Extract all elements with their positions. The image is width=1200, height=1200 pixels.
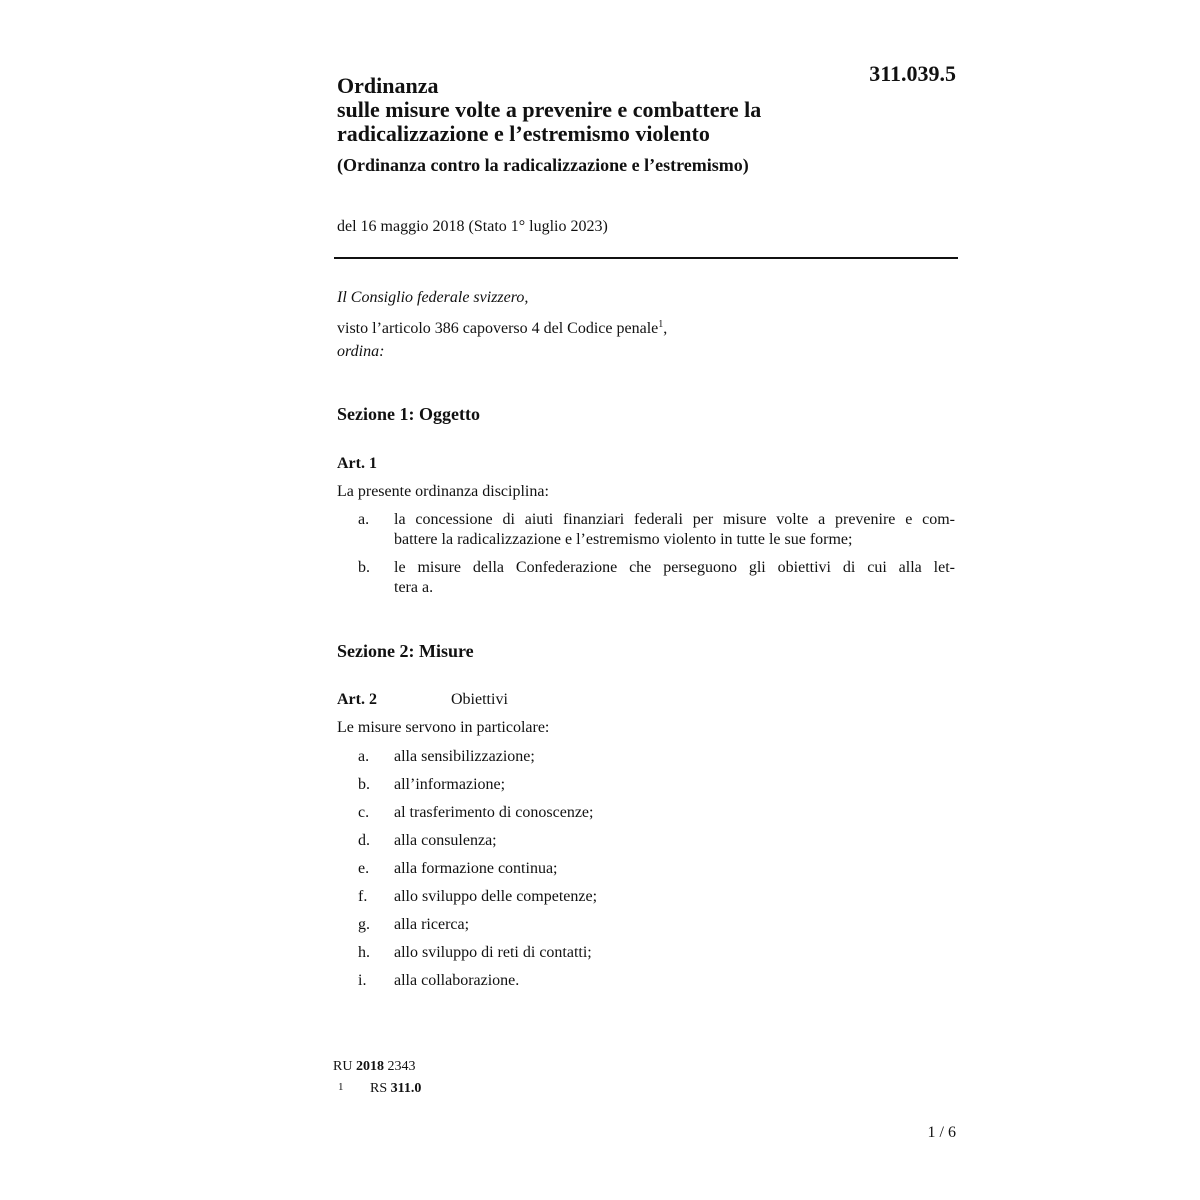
item-letter: c. — [358, 804, 370, 821]
title-line-3: radicalizzazione e l’estremismo violento — [337, 121, 710, 146]
footnote-ref[interactable]: 1 — [658, 319, 664, 330]
title-line-1: Ordinanza — [337, 73, 439, 98]
footnote-text — [370, 1079, 421, 1099]
ru-prefix: RU — [333, 1059, 353, 1074]
article-1-intro: La presente ordinanza disciplina: — [337, 483, 549, 500]
article-2-intro: Le misure servono in particolare: — [337, 719, 550, 736]
article-2-title: Obiettivi — [451, 691, 508, 708]
item-letter: e. — [358, 860, 370, 877]
item-text-line: le misure della Confederazione che perseguono gli obiettivi di cui alla let- — [394, 559, 955, 576]
preamble-authority: Il Consiglio federale svizzero, — [337, 289, 529, 306]
fn-ref[interactable]: 311.0 — [390, 1081, 422, 1096]
ru-page: 2343 — [387, 1059, 416, 1074]
item-text-line: battere la radicalizzazione e l’estremismo violento in tutte le sue forme; — [394, 531, 853, 548]
fn-prefix: RS — [370, 1081, 388, 1096]
list-item: alla formazione continua; — [394, 860, 558, 877]
item-text-line: la concessione di aiuti finanziari federali per misure volte a prevenire e com- — [394, 511, 955, 528]
ru-reference — [333, 1057, 415, 1077]
item-letter: a. — [358, 748, 370, 765]
item-letter: b. — [358, 559, 370, 576]
subtitle: (Ordinanza contro la radicalizzazione e l’estremismo) — [337, 155, 749, 175]
article-2-label: Art. 2 — [337, 691, 377, 708]
section-2-title: Sezione 2: Misure — [337, 641, 474, 661]
article-1-label: Art. 1 — [337, 455, 377, 472]
list-item: all’informazione; — [394, 776, 506, 793]
list-item: alla consulenza; — [394, 832, 497, 849]
preamble-basis — [337, 315, 667, 339]
section-1-title: Sezione 1: Oggetto — [337, 404, 480, 424]
basis-end: , — [663, 320, 668, 337]
item-text-line: tera a. — [394, 579, 434, 596]
list-item: allo sviluppo delle competenze; — [394, 888, 598, 905]
list-item: al trasferimento di conoscenze; — [394, 804, 594, 821]
footnote-number: 1 — [338, 1081, 344, 1093]
list-item: alla sensibilizzazione; — [394, 748, 535, 765]
item-letter: i. — [358, 972, 367, 989]
title-line-2: sulle misure volte a prevenire e combattere la — [337, 97, 762, 122]
list-item: alla collaborazione. — [394, 972, 520, 989]
list-item: alla ricerca; — [394, 916, 470, 933]
basis-text: visto l’articolo 386 capoverso 4 del Codice penale — [337, 320, 659, 337]
page-number: 1 / 6 — [927, 1124, 956, 1141]
sr-number: 311.039.5 — [869, 61, 956, 86]
list-item: allo sviluppo di reti di contatti; — [394, 944, 592, 961]
item-letter: f. — [358, 888, 368, 905]
divider — [334, 257, 958, 259]
item-letter: d. — [358, 832, 370, 849]
item-letter: h. — [358, 944, 370, 961]
date-line: del 16 maggio 2018 (Stato 1° luglio 2023) — [337, 218, 608, 235]
ru-year: 2018 — [355, 1059, 384, 1074]
preamble-ordina: ordina: — [337, 343, 385, 360]
item-letter: a. — [358, 511, 370, 528]
item-letter: b. — [358, 776, 370, 793]
item-letter: g. — [358, 916, 370, 933]
